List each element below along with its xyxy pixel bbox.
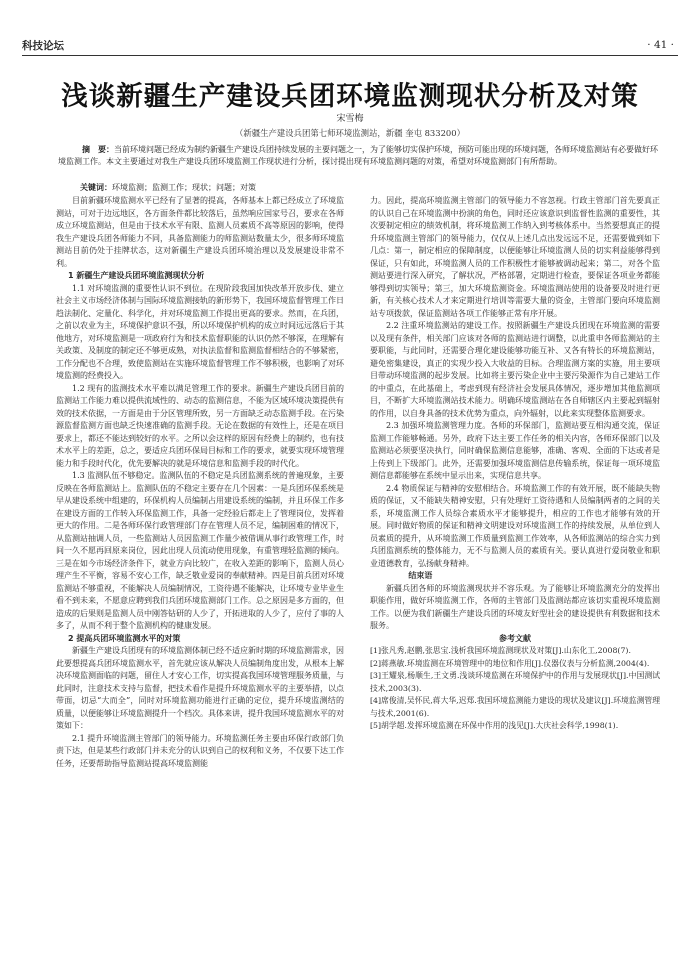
journal-section-name: 科技论坛 [22,40,64,52]
keywords [80,182,640,193]
reference-item: [2]蒋燕敏.环境监测在环境管理中的地位和作用[J].仪器仪表与分析监测,2004(4). [370,658,650,668]
keywords-text: 环境监测；监测工作；现状；问题；对策 [112,183,256,192]
reference-item: [5]胡学超.发挥环境监测在环保中作用的浅见[J].大庆社会科学,1998(1). [370,721,619,730]
right-paragraph: 2.2 注重环境监测站的建设工作。按照新疆生产建设兵团现在环境监测的需要以及现有条件，相关部门应该对各师的监测站进行调整，以此重申各师监测站的主要职能，与此同时，还需要合理化建设能够功能互补、又各有特长的环境监测站，避免密集建设，真正的实现少投入大收益的目标。合理监测方案的实施，用主要项目带动环境监测的起步发展。比如将主要污染企业中主要污染源作为自己建站工作的中重点，在此基础上，考虑到现有经济社会发展具体情况，逐步增加其他监测项目，不断扩大环境监测站技术能力。明确环境监测站在各自师辖区内主要起到辐射的作用，以自身具备的技术优势为重点，向外辐射，以此来实现整体监测要求。 [370,321,660,418]
section-heading: 1 新疆生产建设兵团环境监测现状分析 [68,271,205,280]
abstract-label: 摘 要： [82,144,114,154]
running-header [22,30,678,50]
reference-item: [1]张凡秀,赵鹏,张思宝.浅析我国环境监测现状及对策[J].山东化工,2008(7). [370,646,631,655]
right-column [370,195,660,733]
affiliation: （新疆生产建设兵团第七师环境监测站，新疆 奎屯 833200） [235,128,465,138]
references-heading: 参考文献 [499,633,531,643]
right-paragraph: 力。因此，提高环境监测主管部门的领导能力不容忽视。行政主管部门首先要真正的认识自己在环境监测中扮演的角色，同时还应该意识到监督性监测的重要性，其次要制定相应的绩效机制，将环境监测工作纳入到考核体系中。当然要想真正的提升环境监测主管部门的领导能力，仅仅从上述几点出发远远不足，还需要做到如下几点：第一，制定相应的保障制度，以便能够让环境监测人员的切实利益能够得到保证，只有如此，环境监测人员的工作积极性才能够被调动起来；第二，对各个监测站要进行深入研究，了解状况，严格部署，定期进行检查，要保证各项业务都能够得到切实领导；第三，加大环境监测资金。环境监测站使用的设备要及时进行更新，有关核心技术人才来定期进行培训等需要大量的资金，主管部门要向环境监测站专项拨款，保证监测站各项工作能够正常有序开展。 [370,196,660,318]
left-paragraph: 1.2 现有的监测技术水平难以满足管理工作的要求。新疆生产建设兵团目前的监测站工作能力难以提供流域性的、动态的监测信息，不能为区域环境决策提供有效的技术依据，一方面是由于分区管理所致，另一方面缺乏动态监测手段。在污染源监督监测方面也缺乏快速准确的监测手段。无论在数据的有效性上，还是在项目要求上，都还不能达到较好的水平。之所以会这样的原因有经费上的制约，也有技术水平上的差距，总之，要适应兵团环保局目标和工作的要求，就要实现环境管理能力和手段时代化，优先要解决的就是环境信息和监测手段的时代化。 [56,383,344,468]
reference-item: [3]王耀泉,杨顺生,王文勇.浅谈环境监测在环境保护中的作用与发展现状[J].中国测试技术,2003(3). [370,671,660,693]
page-number: · 41 · [647,39,674,51]
left-paragraph: 新疆生产建设兵团现有的环境监测体制已经不适应新时期的环境监测需求，因此要想提高兵团环境监测水平，首先就应该从解决人员编制角度出发，从根本上解决环境监测面临的问题，留住人才安心工作，切实提高我国环境管理服务质量，与此同时，注意技术支持与监督，把技术看作是提升环境监测水平的主要举措，以点带面，切忌“大而全”，同时对环境监测功能进行正确的定位，提升环境监测结的质量，以便能够让环境监测提升一个档次。具体来讲，提升我国环境监测水平的对策如下： [56,646,344,730]
right-paragraph: 新疆兵团各师的环境监测现状并不容乐观。为了能够让环境监测充分的发挥出职能作用，做好环境监测工作，各师的主管部门及监测站都应该切实重视环境监测工作。以便为我们新疆生产建设兵团的环境友好型社会的建设提供有利数据和技术服务。 [370,583,660,630]
right-paragraph: 2.4 物质保证与精神的安慰相结合。环境监测工作的有效开展，既不能缺失物质的保证，又不能缺失精神安慰，只有处理好工资待遇和人员编制两者的之间的关系，环境监测工作人员综合素质水平才能够提升，相应的工作也才能够有效的开展。同时做好物质的保证和精神文明建设对环境监测工作的持续发展，从单位到人员素质的提升，从环境监测工作质量到监测工作效率，从各师监测站的综合实力到兵团监测系统的整体能力，无不与监测人员的素质有关。要认真进行爱岗敬业和职业道德教育，弘扬献身精神。 [370,483,660,568]
right-paragraph: 2.3 加强环境监测管理力度。各师的环保部门，监测站要互相沟通交流，保证监测工作能够畅通。另外，政府下达主要工作任务的相关内容，各师环保部门以及监测站必须要坚决执行，同时确保监测信息能够，准确、客观、全面的下达或者是上传到上下级部门。此外，还需要加强环境监测信息传输系统，保证每一项环境监测信息都能够在系统中显示出来，实现信息共享。 [370,421,660,480]
reference-item: [4]席俊清,吴怀民,蒋大华,迟郑.我国环境监测能力建设的现状及建议[J].环境监测管理与技术,2001(6). [370,696,660,718]
section-heading: 2 提高兵团环境监测水平的对策 [68,633,181,643]
abstract-text: 当前环境问题已经成为制约新疆生产建设兵团持续发展的主要问题之一，为了能够切实保护环境，预防可能出现的环境问题，各师环境监测站有必要做好环境监测工作。本文主要通过对我生产建设兵团环境监测工作现状进行分析，探讨提出现有环境监测问题的对策，希望对环境监测部门有所帮助。 [58,145,658,167]
abstract [58,143,658,168]
section-heading: 结束语 [408,571,433,580]
left-paragraph: 2.1 提升环境监测主管部门的领导能力。环境监测任务主要由环保行政部门负责下达，但是某些行政部门并未充分的认识到自己的权利和义务，不仅要下达工作任务，还要帮助指导监测站提高环境监测能 [56,733,344,768]
article-title: 浅谈新疆生产建设兵团环境监测现状分析及对策 [61,81,639,112]
author: 宋雪梅 [336,114,364,124]
header-rule [22,55,678,56]
left-paragraph: 1.3 监测队伍不够稳定。监测队伍的不稳定是兵团监测系统的普遍现象，主要反映在各师监测站上。监测队伍的不稳定主要存在几个因素：一是兵团环保系统是早从建设系统中组建的，环保机构人员编制占用建设系统的编制，并且环保工作多在建设方面的工作转入环保监测工作，具备一定经验后都走上了管理岗位，发挥着更大的作用。二是各师环保行政管理部门存在管理人员不足，编制困难的情况下，从监测站抽调人员，一些监测站人员因监测工作量少被借调从事行政管理工作，时间一久不愿再回原来岗位，因此出现人员流动使用现象，有重管理轻监测的倾向。三是在如今市场经济条件下，就业方向比较广，在收入差距的影响下，监测人员心理产生不平衡，容易不安心工作，缺乏敬业爱岗的奉献精神。四是目前兵团对环境监测站不够重视，不能解决人员编制情况，工资待遇不能解决，让环境专业毕业生看不到未来，不愿意应聘到我们兵团环境监测部门工作。总之原因是多方面的，但造成的后果则是监测人员中刚答钻研的人少了，开拓进取的人少了，应付了事的人多了，从而不利于整个监测机构的健康发展。 [56,471,344,630]
left-paragraph: 1.1 对环境监测的重要性认识不到位。在现阶段我国加快改革开放步伐、建立社会主义市场经济体制与国际环境监测接轨的新形势下，我国环境监督管理工作日趋法制化、定量化、科学化，并对环境监测工作提出更高的要求。然而，在兵团，之前以农业为主，环境保护意识不强，所以环境保护机构的成立时间远远落后于其他地方，对环境监测是一项政府行为和技术监督职能的认识仍然不够深，在理解有关政策、及制度的制定还不够更成熟，对执法监督和监测监督相结合的不够紧密，工作分配也不合理，致使监测站在实施环境监督管理工作不够积极，也影响了对环境监测的经费投入。 [56,283,344,380]
left-column [56,195,344,770]
left-paragraph: 目前新疆环境监测水平已经有了显著的提高，各师基本上都已经成立了环境监测站，可对于边远地区，各方面条件都比较落后，虽然响应国家号召，要求在各师成立环境监测站，但是由于技术水平有限、监测人员素质不高等原因的影响，使得我生产建设兵团各师能力不同，具备监测能力的师监测站数量太少，很多师环境监测站目前仍处于挂牌状态，这对新疆生产建设兵团环境治理以及发展建设非常不利。 [56,196,344,268]
keywords-label: 关键词： [80,182,112,192]
